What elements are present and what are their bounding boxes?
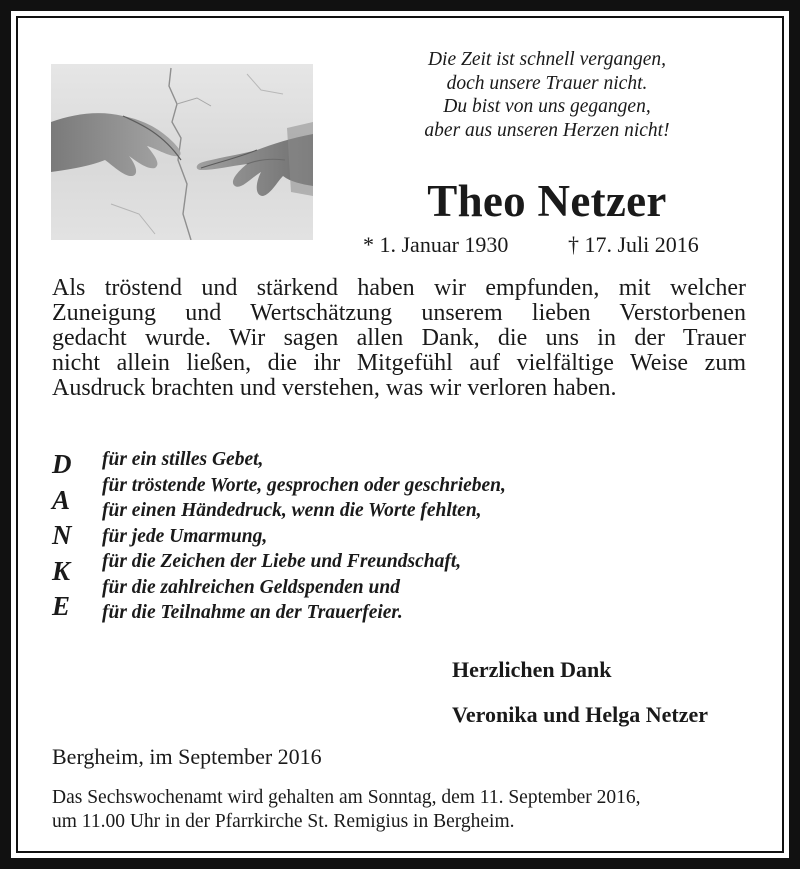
danke-letter: K (52, 555, 71, 586)
notice-line: Das Sechswochenamt wird gehalten am Sonntag, dem 11. September 2016, (52, 787, 641, 808)
verse-line: Du bist von uns gegangen, (443, 96, 651, 117)
creation-of-adam-hands-icon (51, 64, 313, 240)
memorial-verse (353, 48, 741, 142)
danke-line: für jede Umarmung, (102, 525, 268, 547)
place-date: Bergheim, im September 2016 (52, 744, 322, 769)
verse-line: doch unsere Trauer nicht. (446, 72, 648, 94)
danke-line: für die Teilnahme an der Trauerfeier. (102, 602, 403, 623)
paragraph-line: gedacht wurde. Wir sagen allen Dank, die uns in der Trauer (52, 325, 746, 351)
birth-date: * 1. Januar 1930 (363, 232, 509, 257)
danke-line: für tröstende Worte, gesprochen oder geschrieben, (102, 474, 506, 496)
danke-line: für die Zeichen der Liebe und Freundschaft, (102, 551, 462, 572)
verse-line: Die Zeit ist schnell vergangen, (427, 49, 667, 70)
danke-line: für die zahlreichen Geldspenden und (102, 576, 400, 598)
danke-letter: N (52, 520, 72, 550)
paragraph-line: Als tröstend und stärkend haben wir empfunden, mit welcher (52, 275, 746, 301)
paragraph-line: Ausdruck brachten und verstehen, was wir verloren haben. (52, 375, 617, 401)
mass-notice (52, 786, 746, 834)
notice-line: um 11.00 Uhr in der Pfarrkirche St. Remigius in Bergheim. (52, 811, 515, 832)
paragraph-line: nicht allein ließen, die ihr Mitgefühl auf vielfältige Weise zum (52, 350, 746, 376)
signers: Veronika und Helga Netzer (452, 702, 709, 727)
danke-line: für einen Händedruck, wenn die Worte fehlten, (102, 500, 482, 521)
danke-list (102, 447, 662, 626)
danke-letter: A (52, 484, 71, 515)
deceased-name: Theo Netzer (427, 176, 667, 226)
closing-thanks: Herzlichen Dank (452, 657, 612, 682)
death-date: † 17. Juli 2016 (568, 232, 699, 257)
obituary-card (11, 11, 789, 858)
danke-letter: E (52, 591, 71, 621)
danke-acrostic (52, 447, 92, 625)
danke-letter: D (52, 449, 72, 479)
verse-line: aber aus unseren Herzen nicht! (424, 119, 670, 141)
paragraph-line: Zuneigung und Wertschätzung unserem lieben Verstorbenen (52, 300, 746, 326)
danke-line: für ein stilles Gebet, (102, 449, 264, 470)
thanks-paragraph (52, 276, 746, 401)
